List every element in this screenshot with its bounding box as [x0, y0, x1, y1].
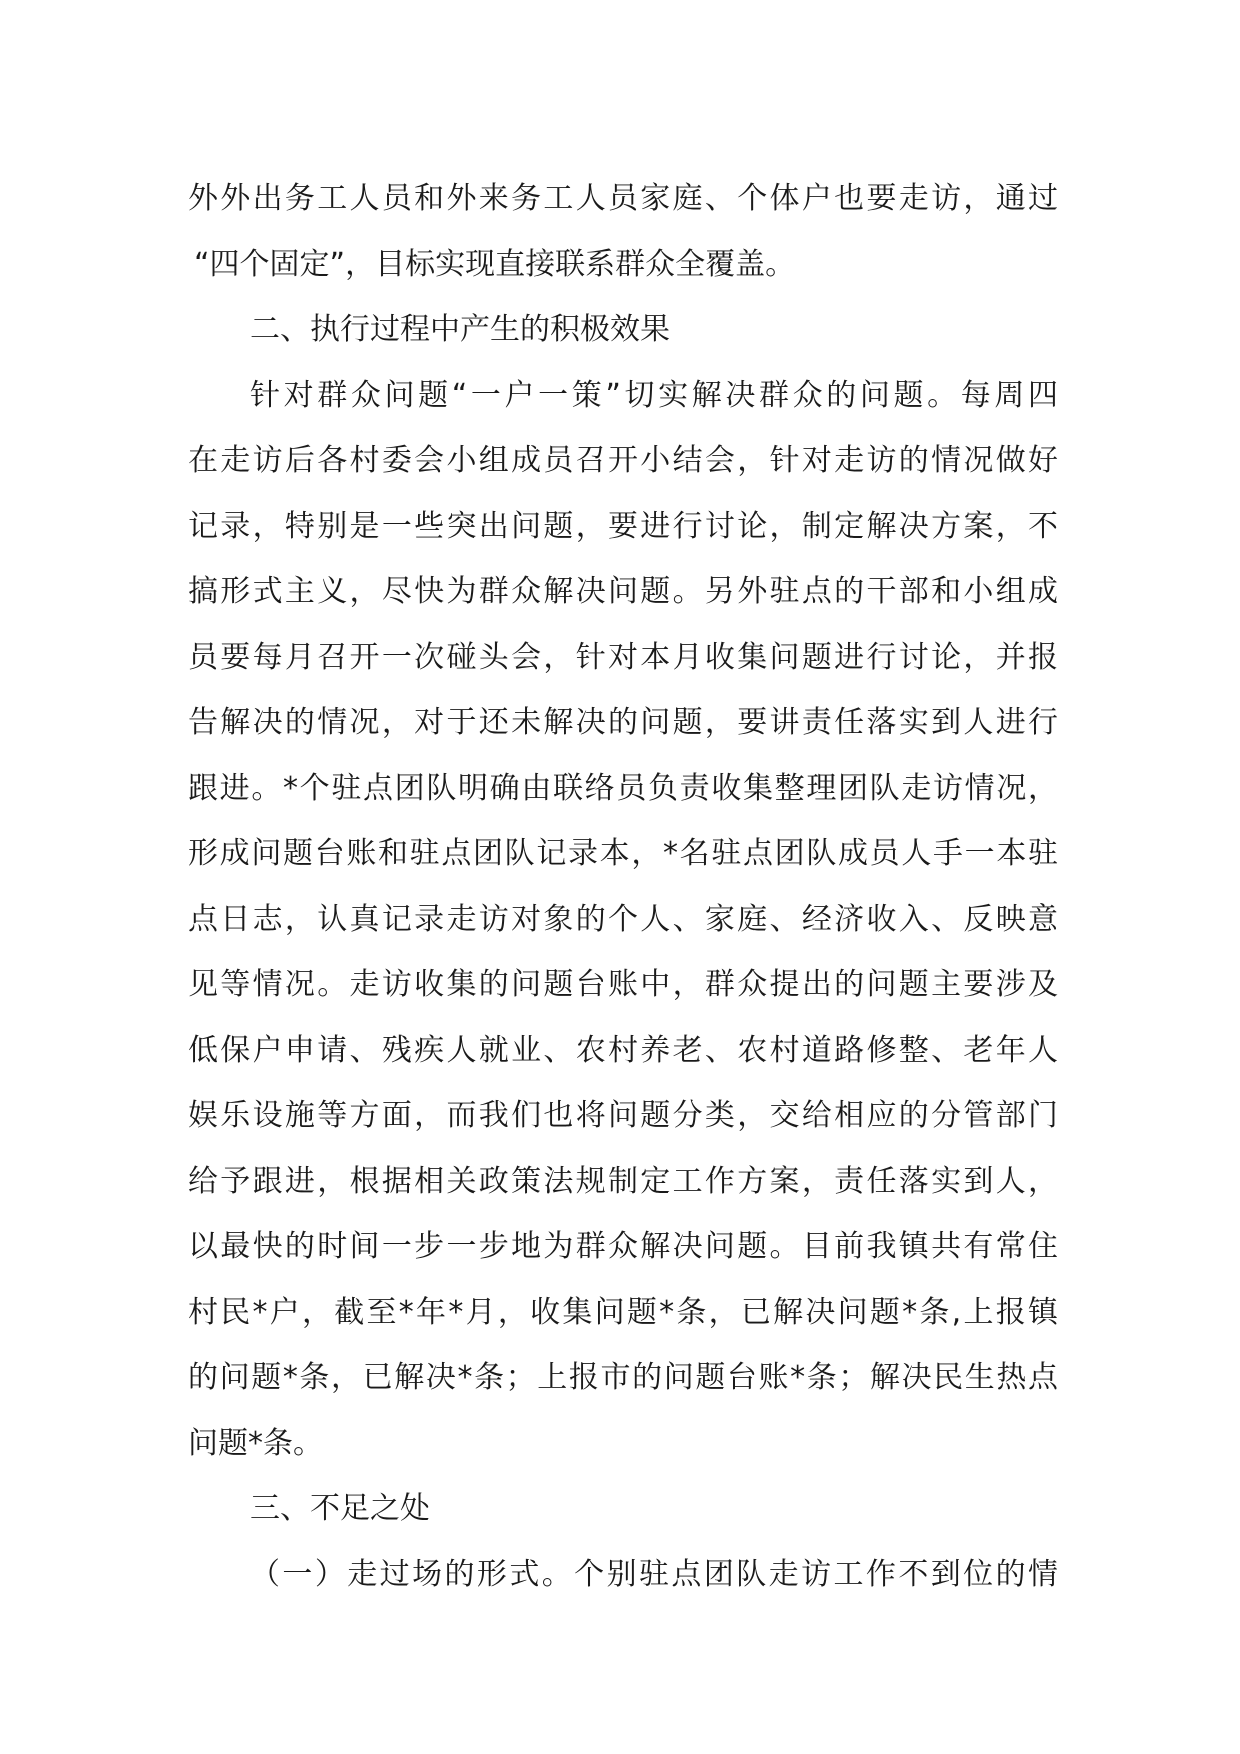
paragraph-line: 问题*条。 — [188, 1425, 323, 1461]
paragraph-line: 给予跟进，根据相关政策法规制定工作方案，责任落实到人， — [188, 1163, 1058, 1199]
body-text — [188, 166, 1058, 1607]
paragraph-line: 点日志，认真记录走访对象的个人、家庭、经济收入、反映意 — [188, 901, 1058, 937]
paragraph-line: “四个固定”，目标实现直接联系群众全覆盖。 — [194, 246, 796, 282]
paragraph-line: 告解决的情况，对于还未解决的问题，要讲责任落实到人进行 — [188, 705, 1058, 740]
paragraph-line: 村民*户，截至*年*月，收集问题*条，已解决问题*条,上报镇 — [188, 1294, 1058, 1330]
section-heading-2: 二、执行过程中产生的积极效果 — [250, 312, 670, 347]
paragraph-line: 搞形式主义，尽快为群众解决问题。另外驻点的干部和小组成 — [188, 574, 1058, 609]
paragraph-line: 以最快的时间一步一步地为群众解决问题。目前我镇共有常住 — [188, 1229, 1058, 1264]
subsection-line: （一）走过场的形式。个别驻点团队走访工作不到位的情 — [250, 1556, 1058, 1592]
paragraph-line: 跟进。*个驻点团队明确由联络员负责收集整理团队走访情况， — [188, 770, 1058, 806]
paragraph-line: 记录，特别是一些突出问题，要进行讨论，制定解决方案，不 — [188, 508, 1058, 544]
section-heading-3: 三、不足之处 — [250, 1491, 430, 1526]
paragraph-line: 见等情况。走访收集的问题台账中，群众提出的问题主要涉及 — [188, 967, 1058, 1002]
paragraph-line: 形成问题台账和驻点团队记录本，*名驻点团队成员人手一本驻 — [188, 836, 1058, 871]
paragraph-line: 外外出务工人员和外来务工人员家庭、个体户也要走访，通过 — [188, 181, 1058, 216]
paragraph-line: 在走访后各村委会小组成员召开小结会，针对走访的情况做好 — [188, 443, 1058, 478]
paragraph-line: 的问题*条，已解决*条；上报市的问题台账*条；解决民生热点 — [188, 1360, 1058, 1395]
paragraph-line: 针对群众问题“一户一策”切实解决群众的问题。每周四 — [250, 377, 1058, 413]
paragraph-line: 低保户申请、残疾人就业、农村养老、农村道路修整、老年人 — [188, 1032, 1058, 1068]
paragraph-line: 娱乐设施等方面，而我们也将问题分类，交给相应的分管部门 — [188, 1098, 1058, 1133]
paragraph-line: 员要每月召开一次碰头会，针对本月收集问题进行讨论，并报 — [188, 639, 1058, 675]
